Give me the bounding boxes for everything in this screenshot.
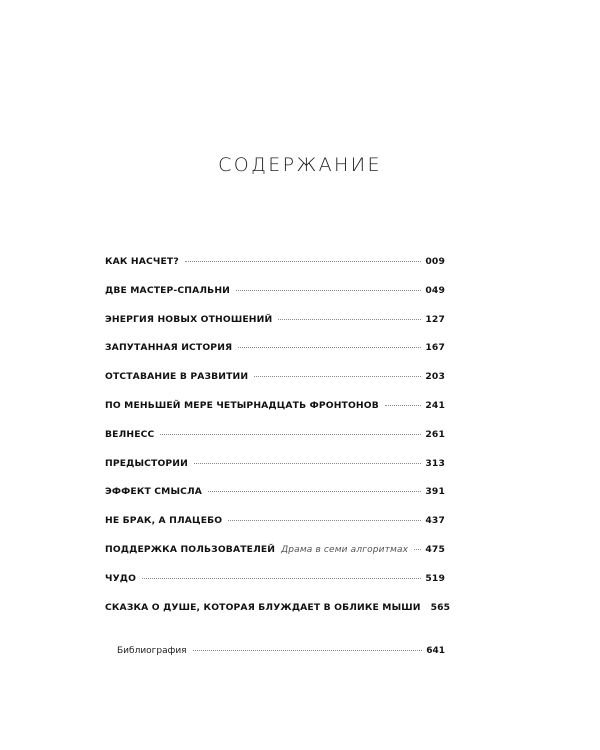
dot-leader xyxy=(278,319,421,320)
toc-entry-title: ВЕЛНЕСС xyxy=(105,428,155,440)
toc-entry-title: ЗАПУТАННАЯ ИСТОРИЯ xyxy=(105,342,233,354)
toc-entry[interactable] xyxy=(105,342,445,371)
toc-entry[interactable] xyxy=(105,601,451,631)
toc-entry[interactable] xyxy=(105,400,445,429)
toc-entry[interactable] xyxy=(105,256,445,285)
toc-entry-page: 167 xyxy=(425,342,445,354)
bibliography-page: 641 xyxy=(426,646,445,656)
toc-entry[interactable] xyxy=(105,371,445,400)
toc-entry[interactable] xyxy=(105,544,445,573)
toc-entry[interactable] xyxy=(105,573,445,602)
toc-entry-page: 049 xyxy=(425,284,445,296)
toc-entry-title: ЭФФЕКТ СМЫСЛА xyxy=(105,486,203,498)
toc-entry-page: 009 xyxy=(425,256,445,267)
dot-leader xyxy=(238,347,421,348)
dot-leader xyxy=(194,463,421,464)
toc-entry-title: НЕ БРАК, А ПЛАЦЕБО xyxy=(105,515,223,527)
toc-entry[interactable] xyxy=(105,458,445,487)
toc-entry-title: КАК НАСЧЕТ? xyxy=(105,256,179,267)
toc-entry-title: ЧУДО xyxy=(105,572,137,584)
toc-entry-title: ДВЕ МАСТЕР-СПАЛЬНИ xyxy=(105,284,230,296)
toc-entry-page: 127 xyxy=(425,313,445,325)
bibliography-label: Библиография xyxy=(117,646,187,656)
toc-entry-page: 241 xyxy=(425,399,445,411)
toc-entry-page: 519 xyxy=(425,572,445,584)
dot-leader xyxy=(160,434,421,435)
table-of-contents xyxy=(105,256,451,630)
dot-leader xyxy=(208,491,421,492)
toc-entry-title: ПРЕДЫСТОРИИ xyxy=(105,457,188,469)
toc-entry-page: 475 xyxy=(425,543,445,555)
toc-entry-page: 437 xyxy=(425,515,445,527)
dot-leader xyxy=(385,405,421,406)
toc-entry-bibliography[interactable] xyxy=(117,646,445,656)
dot-leader xyxy=(193,650,423,651)
toc-entry[interactable] xyxy=(105,314,445,343)
page-title: СОДЕРЖАНИЕ xyxy=(218,154,382,176)
dot-leader xyxy=(236,290,421,291)
toc-entry[interactable] xyxy=(105,429,445,458)
toc-entry-title: ОТСТАВАНИЕ В РАЗВИТИИ xyxy=(105,371,249,383)
dot-leader xyxy=(228,520,421,521)
dot-leader xyxy=(414,549,421,550)
toc-entry[interactable] xyxy=(105,515,445,544)
toc-entry-page: 391 xyxy=(425,486,445,498)
toc-entry-title: ПОДДЕРЖКА ПОЛЬЗОВАТЕЛЕЙ xyxy=(105,543,276,555)
dot-leader xyxy=(142,578,421,579)
toc-entry-title: СКАЗКА О ДУШЕ, КОТОРАЯ БЛУЖДАЕТ В ОБЛИКЕ МЫШИ xyxy=(105,601,421,613)
dot-leader xyxy=(185,261,422,262)
toc-entry-page: 261 xyxy=(425,428,445,440)
toc-entry-page: 313 xyxy=(425,457,445,469)
toc-entry-subtitle: Драма в семи алгоритмах xyxy=(281,544,409,555)
toc-entry-page: 565 xyxy=(430,601,451,613)
toc-entry[interactable] xyxy=(105,486,445,515)
toc-entry-title: ПО МЕНЬШЕЙ МЕРЕ ЧЕТЫРНАДЦАТЬ ФРОНТОНОВ xyxy=(105,399,379,411)
toc-entry-title: ЭНЕРГИЯ НОВЫХ ОТНОШЕНИЙ xyxy=(105,313,273,325)
dot-leader xyxy=(254,376,421,377)
toc-entry-page: 203 xyxy=(425,371,445,383)
toc-entry[interactable] xyxy=(105,285,445,314)
